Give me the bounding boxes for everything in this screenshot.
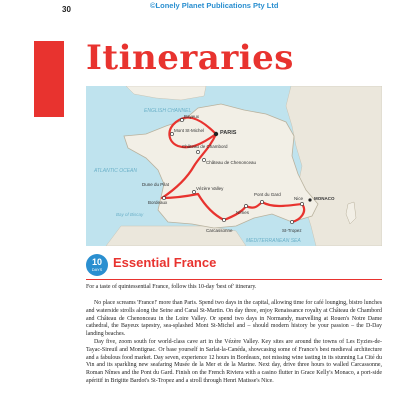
mediterranean-label: MEDITERRANEAN SEA — [246, 238, 301, 244]
carcassonne-label: Carcassonne — [206, 228, 233, 233]
paris-marker — [214, 132, 218, 136]
vezere-label: Vézère Valley — [196, 186, 224, 191]
bay-of-biscay-label: Bay of Biscay — [116, 212, 144, 217]
section-divider — [86, 279, 382, 280]
england-landmass — [126, 86, 206, 100]
st-tropez-label: St-Tropez — [282, 228, 302, 233]
mont-st-michel-label: Mont St-Michel — [174, 128, 205, 133]
itinerary-body — [86, 300, 382, 386]
nice-label: Nice — [294, 196, 304, 201]
section-title: Essential France — [113, 255, 217, 270]
bordeaux-label: Bordeaux — [148, 200, 168, 205]
dune-pilat-label: Dune du Pilat — [142, 182, 170, 187]
days-badge — [86, 254, 108, 276]
nice-marker — [300, 202, 303, 205]
paris-label: PARIS — [220, 130, 237, 136]
monaco-label: MONACO — [314, 196, 335, 201]
atlantic-ocean-label: ATLANTIC OCEAN — [94, 168, 137, 174]
monaco-marker — [308, 198, 311, 201]
page-number: 30 — [62, 5, 71, 14]
chapter-side-tab — [34, 41, 64, 117]
bayeux-label: Bayeux — [184, 114, 200, 119]
chambord-label: Château de Chambord — [182, 144, 228, 149]
body-paragraph: Day five, zoom south for world-class cave art in the Vézère Valley. Key sites are around the towns of Les Eyzies-de-Tayac-Sireuil and Montignac. Or base yourself in Sarlat-la-Canéda, showcasing some of France's best medieval architecture and a fabulous food market. Day seven, experience 12 hours in Bordeaux, not missing wine tasting in its stunning La Cité du Vin and its sparkling new seafaring Musée de la Mer et de la Marine. Next day, drive three hours to walled Carcassonne, Roman Nîmes and the Pont du Gard. Finish on the French Riviera with a casino flutter in Grace Kelly's Monaco, a port-side apéritif in Brigitte Bardot's St-Tropez and a stroll through Henri Matisse's Nice. — [86, 338, 382, 384]
france-map-svg — [86, 86, 382, 246]
carcassonne-marker — [222, 218, 225, 221]
page-title: Itineraries — [86, 38, 294, 78]
body-paragraph: No place screams 'France!' more than Paris. Spend two days in the capital, allowing time for café lounging, bistro lunches and waterside strolls along the Seine and Canal St-Martin. On day three, enjoy Renaissance royalty at Château de Chambord and Château de Chenonceau in the Loire Valley. Or spend two days in Normandy, marvelling at Rouen's Notre Dame cathedral, the Bayeux tapestry, sea-splashed Mont St-Michel and – should modern history be your passion – the D-Day landing beaches. — [86, 300, 382, 338]
pont-du-gard-label: Pont du Gard — [254, 192, 281, 197]
itinerary-map — [86, 86, 382, 246]
pont-du-gard-marker — [260, 200, 263, 203]
english-channel-label: ENGLISH CHANNEL — [144, 108, 192, 114]
st-tropez-marker — [290, 220, 293, 223]
france-landmass — [124, 104, 318, 228]
copyright-notice: ©Lonely Planet Publications Pty Ltd — [150, 1, 279, 10]
nimes-label: Nîmes — [236, 210, 250, 215]
badge-unit: DAYS — [91, 267, 103, 272]
nimes-marker — [244, 204, 247, 207]
intro-text: For a taste of quintessential France, follow this 10-day 'best of' itinerary. — [86, 284, 257, 290]
badge-number: 10 — [91, 257, 102, 267]
chambord-marker — [196, 150, 199, 153]
neighbouring-countries — [286, 86, 382, 246]
chenonceau-label: Château de Chenonceau — [206, 160, 257, 165]
